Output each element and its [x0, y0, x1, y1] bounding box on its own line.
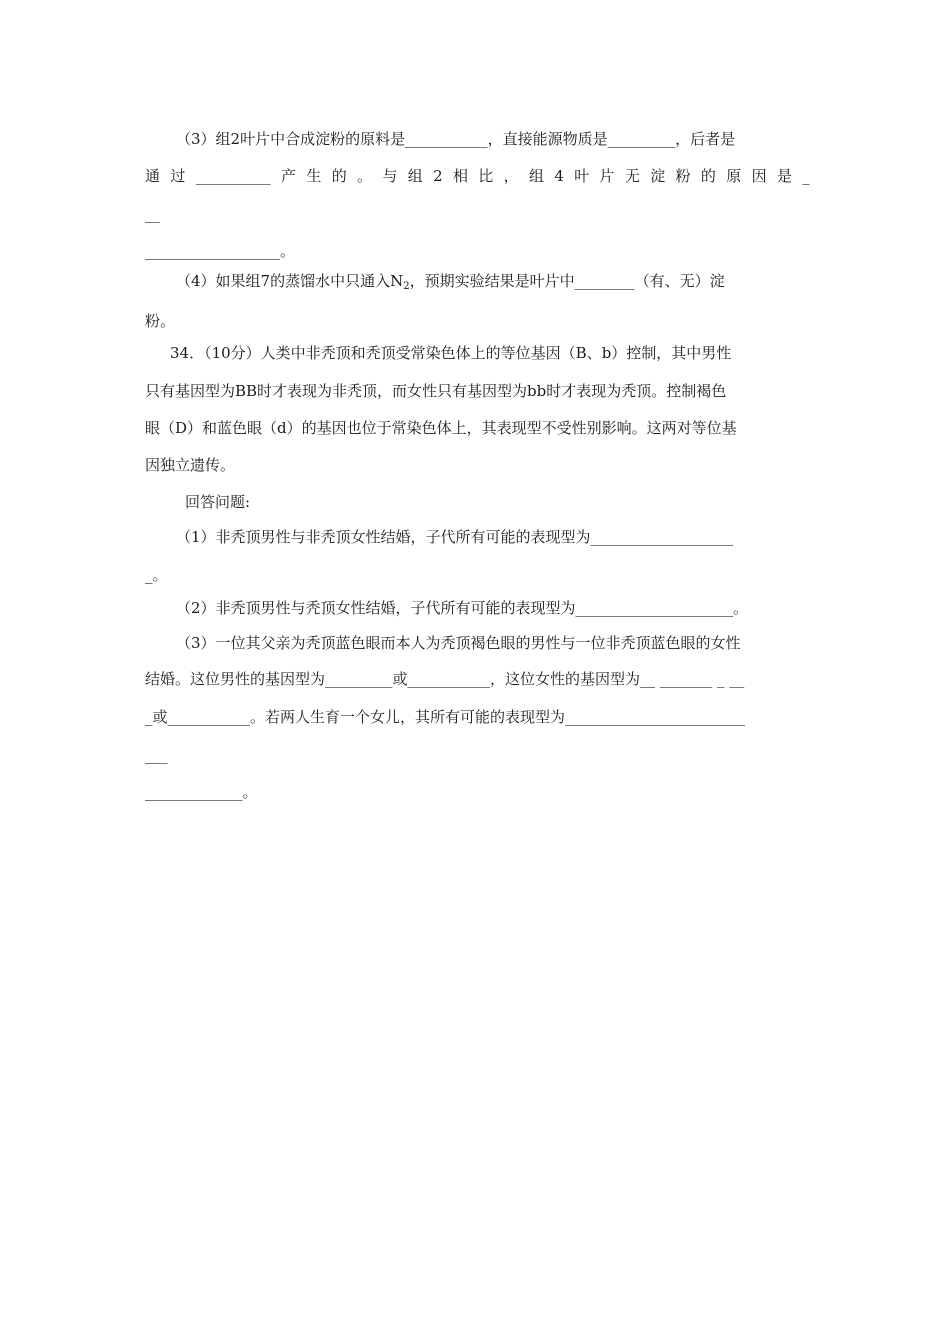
q33-p3-line2-char: 原	[726, 167, 742, 185]
q33-p3-line2-char: ，	[503, 167, 519, 185]
q34-p3-line4: ___	[145, 746, 168, 764]
q33-p3-line2-char: __________	[195, 167, 271, 185]
q33-p3-line2-char: 比	[478, 167, 494, 185]
q34-intro-line1: 34．（10分）人类中非秃顶和秃顶受常染色体上的等位基因（B、b）控制，其中男性	[170, 344, 732, 362]
q33-p3-line1: （3）组2叶片中合成淀粉的原料是___________，直接能源物质是_________，后者是	[176, 130, 736, 148]
q34-intro-line4: 因独立遗传。	[145, 456, 236, 474]
q33-p3-line2-char: 因	[751, 167, 767, 185]
q33-p4-line1-pre: （4）如果组7的蒸馏水中只通入N	[176, 272, 404, 290]
q33-p3-line2-char: 是	[776, 167, 792, 185]
q33-p3-line2-char: 4	[554, 167, 564, 185]
q33-p3-line2-char: 叶	[574, 167, 590, 185]
q33-p4-line1-post: ，预期实验结果是叶片中________（有、无）淀	[409, 272, 725, 290]
q33-p3-line2-char: 相	[452, 167, 468, 185]
q33-p3-line2-char: 无	[624, 167, 640, 185]
q33-p3-line3: __	[145, 205, 160, 223]
q33-p3-line2-char: 通	[145, 167, 161, 185]
q33-p3-line2-char: 粉	[675, 167, 691, 185]
q34-p3-line1: （3）一位其父亲为秃顶蓝色眼而本人为秃顶褐色眼的男性与一位非秃顶蓝色眼的女性	[176, 634, 741, 652]
q33-p3-line2-char: 片	[599, 167, 615, 185]
q33-p3-line2-char: 生	[306, 167, 322, 185]
q33-p4-line1	[176, 270, 810, 292]
q33-p3-line4: __________________。	[145, 242, 296, 260]
q33-p3-line2-char: 的	[700, 167, 716, 185]
q34-intro-line2: 只有基因型为BB时才表现为非秃顶，而女性只有基因型为bb时才表现为秃顶。控制褐色	[145, 382, 727, 400]
q33-p3-line2-char: _	[802, 167, 810, 185]
q33-p3-line2-char: 。	[357, 167, 373, 185]
q33-p3-line2-char: 过	[170, 167, 186, 185]
q34-p2-line1: （2）非秃顶男性与秃顶女性结婚，子代所有可能的表现型为_____________________。	[176, 599, 749, 617]
q34-p3-line3: _或___________。若两人生育一个女儿，其所有可能的表现型为________________________	[145, 708, 746, 726]
q34-intro-line3: 眼（D）和蓝色眼（d）的基因也位于常染色体上，其表现型不受性别影响。这两对等位基	[145, 419, 737, 437]
q34-prompt: 回答问题:	[185, 493, 251, 511]
q33-p3-line2-char: 组	[407, 167, 423, 185]
q34-p3-line2: 结婚。这位男性的基因型为_________或___________，这位女性的基因型为__ _______ _ __	[145, 670, 745, 688]
q33-p4-line2: 粉。	[145, 312, 176, 330]
q33-p3-line2-char: 2	[433, 167, 443, 185]
q33-p4-line1-sub: 2	[403, 281, 410, 292]
q33-p3-line2-char: 产	[281, 167, 297, 185]
q33-p3-line2-char: 与	[382, 167, 398, 185]
q34-p3-line5: _____________。	[145, 783, 258, 801]
q33-p3-line2-char: 组	[528, 167, 544, 185]
q33-p3-line2	[145, 165, 810, 187]
q34-p1-line2: _。	[145, 566, 168, 584]
q34-p1-line1: （1）非秃顶男性与非秃顶女性结婚，子代所有可能的表现型为___________________	[176, 528, 734, 546]
q33-p3-line2-char: 淀	[650, 167, 666, 185]
q33-p3-line2-char: 的	[331, 167, 347, 185]
